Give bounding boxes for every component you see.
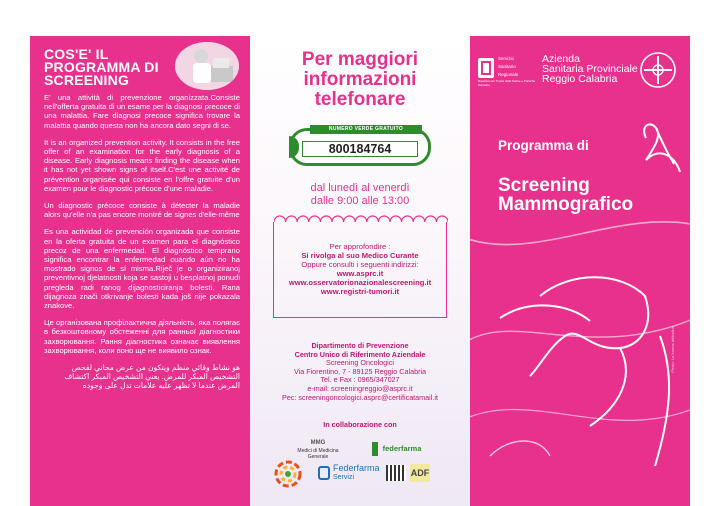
address: Via Fiorentino, 7 - 89125 Reggio Calabria xyxy=(293,366,427,376)
panel-title: COS'E' IL PROGRAMMA DI SCREENING xyxy=(44,46,159,88)
more-info-box xyxy=(273,222,447,318)
asp-name xyxy=(542,54,638,84)
link-asprc-text[interactable]: www.asprc.it xyxy=(336,269,384,278)
programma-label: Programma di xyxy=(498,138,589,153)
phone-handset-icon xyxy=(289,136,299,158)
cover-title-line1: Screening xyxy=(498,175,590,196)
partner-logos xyxy=(250,440,470,500)
adf-logo xyxy=(386,462,438,484)
pec[interactable]: Pec: screeningoncologici.asprc@certificatamail.it xyxy=(282,392,438,402)
adf-grid-icon xyxy=(386,465,406,481)
photo-credit: Photo: La buona abitudine xyxy=(670,326,675,373)
info-line-2-text: Si rivolga al suo Medico Curante xyxy=(301,251,419,260)
federfarma-small-text: federfarma xyxy=(382,444,422,453)
ssr-sub: Dipartimento Tutela della Salute e Politiche Sanitarie xyxy=(478,79,536,87)
contacts-block xyxy=(250,342,470,402)
link-osservatorio-text[interactable]: www.osservatorionazionalescreening.it xyxy=(288,278,432,287)
dept-name-text: Dipartimento di Prevenzione xyxy=(311,341,409,350)
ssr-line2: Sanitario xyxy=(498,64,516,69)
silhouette-artwork xyxy=(470,36,690,506)
doctor-illustration xyxy=(175,42,239,90)
federfarma-servizi-main: Federfarma xyxy=(333,463,380,473)
adf-text: ADF xyxy=(410,464,430,482)
middle-panel xyxy=(250,36,470,506)
desc-arabic: هو نشاط وقائي منظم ويتكون من عرض مجاني لفحص التشخيص المبكر للمرض. يعني التشخيص المبكر اكتشاف المرض عندما لا تظهر عليه علامات تدل على وجوده xyxy=(64,363,240,391)
desc-ukrainian: Це організована профілактична діяльність, яка полягає в безкоштовному обстеженні для ранньої діагностики захворювання. Рання діагностика означає виявлення захворювання, коли воно ще не виявило ознак. xyxy=(44,318,240,355)
partner-circle-logo xyxy=(274,460,302,488)
cover-title xyxy=(498,176,633,214)
mmg-logo-sub: Medici di Medicina Generale xyxy=(297,448,339,460)
hours-time: dalle 9:00 alle 13:00 xyxy=(310,195,410,207)
ssr-line1: Servizio xyxy=(498,56,515,61)
federfarma-cross-icon xyxy=(318,466,330,480)
mmg-logo-title: MMG xyxy=(310,440,326,446)
link-registri-text[interactable]: www.registri-tumori.it xyxy=(320,287,400,296)
email[interactable]: e-mail: screeningreggio@asprc.it xyxy=(307,383,413,393)
desc-french: Un diagnostic précoce consiste à détecter la maladie alors qu'elle n'a pas encore montré de signes d'elle-même xyxy=(44,201,240,220)
centro-name-text: Centro Unico di Riferimento Aziendale xyxy=(294,349,426,359)
phone-number[interactable]: 800184764 xyxy=(302,141,418,157)
federfarma-servizi-logo xyxy=(318,462,380,486)
info-heading-line3: telefonare xyxy=(314,89,406,110)
brochure xyxy=(30,36,690,506)
link-registri[interactable] xyxy=(274,287,446,296)
asp-name-line1: Azienda xyxy=(542,53,580,65)
desc-english-french: It is an organized prevention activity. It consists in the free offer of an examination for the early diagnosis of a disease. Early diagnosis means finding the disease when it has not yet shown signs of itself.C'est une activité de prévention organisée qui consiste en l'offre gratuite d'un examen pour le diagnostic précoce d'une maladie. xyxy=(44,137,240,193)
toll-free-label: NUMERO VERDE GRATUITO xyxy=(310,125,422,134)
info-heading-line2: informazioni xyxy=(303,69,417,90)
info-heading-line1: Per maggiori xyxy=(301,49,419,70)
desc-spanish-croatian: Es una actividad de prevención organizada que consiste en la oferta gratuita de un examen para el diagnóstico precoz de una enfermedad. El diagnóstico temprano significa encontrar la enfermedad cuando aún no ha mostrado signos de sí misma.Riječ je o organiziranoj preventivnoj djelatnosti koja se sastoji u besplatnoj ponudi pregleda radi ranog dijagnosticiranja bolesti. Rana dijagnoza znači otkrivanje bolesti kada još nije pokazala znakove. xyxy=(44,227,240,311)
desc-italian: E' una attività di prevenzione organizzata.Consiste nell'offerta gratuita di un esame per la diagnosi precoce di una malattia. Fare diagnosi precoce significa trovare la malattia quando questa non ha ancora dato segni di se. xyxy=(44,93,240,130)
asp-name-line3: Reggio Calabria xyxy=(542,73,618,85)
tel-fax: Tel. e Fax : 0965/347027 xyxy=(320,375,400,385)
info-line-3: Oppure consulti i seguenti indirizzi: xyxy=(301,260,419,269)
link-osservatorio[interactable] xyxy=(274,278,446,287)
opening-hours xyxy=(250,182,470,208)
federfarma-servizi-sub: Servizi xyxy=(333,474,355,481)
asp-name-line2: Sanitaria Provinciale xyxy=(542,63,638,75)
ssr-logo xyxy=(478,54,538,94)
cover-title-line2: Mammografico xyxy=(498,194,634,215)
hours-days: dal lunedì al venerdì xyxy=(310,182,410,194)
scallop-border-icon xyxy=(274,214,448,230)
info-line-2 xyxy=(274,251,446,260)
cover-panel xyxy=(470,36,690,506)
mmg-logo xyxy=(288,440,348,460)
federfarma-small-logo xyxy=(372,442,424,456)
info-heading xyxy=(250,50,470,110)
info-line-1: Per approfondire : xyxy=(329,242,391,251)
collab-label: In collaborazione con xyxy=(323,420,397,430)
calabria-emblem-icon xyxy=(478,58,494,78)
screening-unit: Screening Oncologici xyxy=(326,358,394,368)
link-asprc[interactable] xyxy=(274,269,446,278)
asp-emblem-icon xyxy=(638,50,678,90)
ssr-line3: Regionale xyxy=(498,72,519,77)
toll-free-box xyxy=(289,128,431,166)
left-panel xyxy=(30,36,250,506)
